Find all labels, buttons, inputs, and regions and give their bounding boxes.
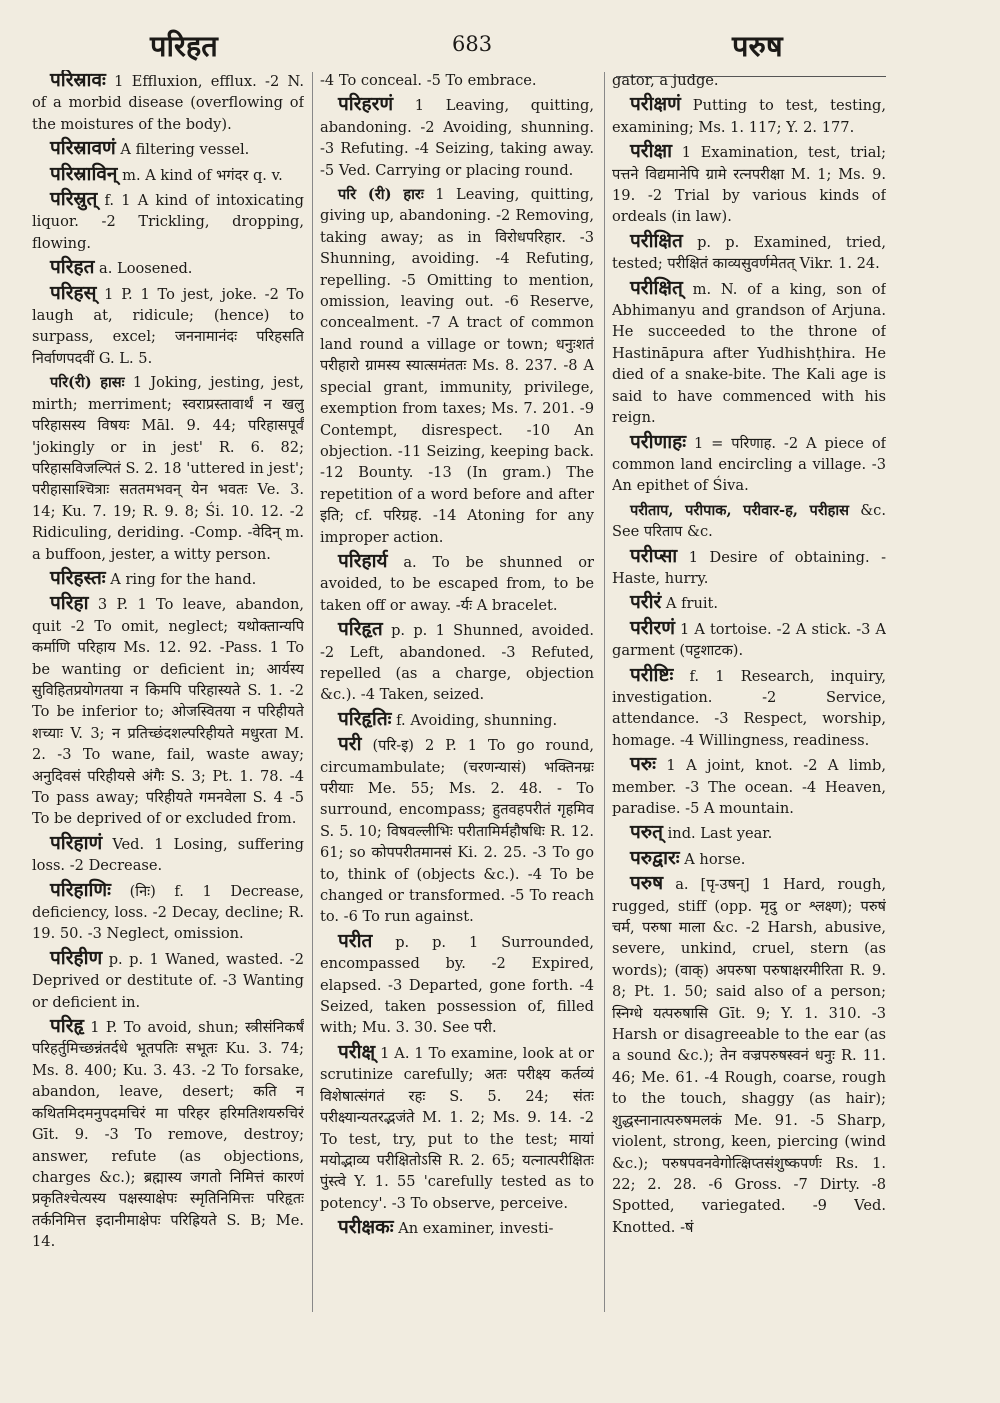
dictionary-entry (32, 1016, 304, 1252)
entry-definition: 1 Effluxion, efflux. -2 N. of a morbid disease (overflowing of the moistures of the body). (32, 73, 304, 133)
column-divider (604, 72, 605, 1312)
entry-headword: परिस्रावणं (50, 137, 116, 160)
dictionary-entry (32, 257, 304, 279)
dictionary-entry (612, 231, 886, 275)
entry-definition: Putting to test, testing, examining; Ms. 1. 117; Y. 2. 177. (612, 97, 886, 136)
entry-headword: परीक्षकः (338, 1216, 394, 1239)
entry-definition: 1 A tortoise. -2 A stick. -3 A garment (पट्टशाटक). (612, 620, 886, 660)
entry-definition: 1 A joint, knot. -2 A limb, member. -3 The ocean. -4 Heaven, paradise. -5 A mountain. (612, 757, 886, 817)
entry-headword: परिहाणिः (50, 878, 111, 901)
dictionary-entry (32, 164, 304, 186)
entry-definition: 1 Examination, test, trial; पत्तने विद्यमानेपि ग्रामे रत्नपरीक्षा M. 1; Ms. 9. 19. -2 Trial by various kinds of ordeals (in law). (612, 144, 886, 226)
entry-definition: A ring for the hand. (110, 570, 257, 588)
entry-headword: परिहत (50, 256, 95, 279)
column-3 (612, 70, 886, 1390)
entry-definition: m. N. of a king, son of Abhimanyu and grandson of Arjuna. He succeeded to the throne of Hastināpura after Yudhishṭhira. He died of a snake-bite. The Kali age is said to have commenced with his reign. (612, 280, 886, 427)
entry-headword: परुत् (630, 821, 663, 844)
dictionary-entry (612, 70, 886, 91)
dictionary-entry (612, 278, 886, 429)
entry-headword: परिहृत (338, 618, 383, 641)
entry-headword: परिहृतिः (338, 707, 392, 730)
entry-headword: परि(री) हासः (50, 374, 125, 392)
entry-definition: f. 1 A kind of intoxicating liquor. -2 Trickling, dropping, flowing. (32, 192, 304, 252)
entry-definition: f. Avoiding, shunning. (396, 711, 558, 729)
dictionary-entry (612, 592, 886, 614)
dictionary-entry (612, 848, 886, 870)
entry-headword: परीणाहः (630, 430, 687, 453)
dictionary-entry (320, 70, 594, 91)
entry-headword: परुः (630, 753, 656, 776)
entry-definition: &c. See परिताप &c. (612, 501, 886, 541)
header-left-word: परिहत (150, 29, 218, 63)
entry-headword: परी (338, 733, 362, 756)
dictionary-entry (320, 1042, 594, 1214)
entry-headword: परीक्षित् (630, 276, 683, 299)
entry-headword: परिस्रावः (50, 70, 106, 91)
dictionary-entry (320, 184, 594, 548)
entry-definition: 1 Leaving, quitting, giving up, abandoning. -2 Removing, taking away; as in विरोधपरिहार. -3 Shunning, avoiding. -4 Refuting, repelling. -5 Omitting to mention, omission, leaving out. -6 Reserve, concealment. -7 A tract of common land round a village or town; धनुःशतं परीहारो ग्रामस्य स्यात्समंततः Ms. 8. 237. -8 A special grant, immunity, privilege, exemption from taxes; Ms. 7. 201. -9 Contempt, disrespect. -10 An objection. -11 Seizing, keeping back. -12 Bounty. -13 (In gram.) The repetition of a word before and after इति; cf. परिग्रह. -14 Atoning for any improper action. (320, 186, 594, 546)
entry-definition: p. p. 1 Waned, wasted. -2 Deprived or destitute of. -3 Wanting or deficient in. (32, 950, 304, 1011)
entry-definition: 1 Desire of obtaining. - Haste, hurry. (612, 548, 886, 587)
page-header (0, 26, 1000, 70)
entry-definition: a. Loosened. (99, 260, 193, 278)
entry-definition: -4 To conceal. -5 To embrace. (320, 72, 537, 89)
entry-headword: परिहृ (50, 1015, 84, 1038)
entry-headword: परिस्रुत् (50, 188, 98, 211)
dictionary-entry (320, 551, 594, 616)
dictionary-entry (320, 619, 594, 706)
dictionary-entry (32, 568, 304, 590)
entry-headword: परिहार्य (338, 549, 388, 572)
entry-definition: Ved. 1 Losing, suffering loss. -2 Decrease. (32, 835, 304, 875)
dictionary-entry (612, 873, 886, 1238)
dictionary-entry (320, 931, 594, 1039)
dictionary-entry (320, 1217, 594, 1239)
dictionary-entry (612, 141, 886, 228)
entry-definition: 1 A. 1 To examine, look at or scrutinize carefully; अतः परीक्ष्य कर्तव्यं विशेषात्संगतं रहः S. 5. 24; संतः परीक्ष्यान्यतरद्भजंते M. 1. 2; Ms. 9. 14. -2 To test, try, put to the test; मायां मयोद्भाव्य परीक्षितोऽसि R. 2. 65; यत्नात्परीक्षितः पुंस्त्वे Y. 1. 55 'carefully tested as to potency'. -3 To observe, perceive. (320, 1044, 594, 1212)
dictionary-entry (32, 283, 304, 370)
dictionary-entry (612, 822, 886, 844)
entry-headword: परीक्षा (630, 140, 673, 163)
entry-definition: An examiner, investi- (398, 1220, 554, 1238)
dictionary-entry (612, 754, 886, 819)
dictionary-entry (612, 500, 886, 543)
entry-definition: ind. Last year. (667, 825, 773, 843)
entry-definition: 1 Joking, jesting, jest, mirth; merriment; स्वराप्रस्तावार्थं न खलु परिहासस्य विषयः Māl. 9. 44; परिहासपूर्वं 'jokingly or in jest' R. 6. 82; परिहासविजल्पितं S. 2. 18 'uttered in jest'; परीहासाश्चित्राः सततमभवन् येन भवतः Ve. 3. 14; Ku. 7. 19; R. 9. 8; Śi. 10. 12. -2 Ridiculing, deriding. -Comp. -वेदिन् m. a buffoon, jester, a witty person. (32, 374, 304, 563)
entry-definition: A horse. (684, 850, 746, 868)
dictionary-entry (32, 372, 304, 565)
entry-definition: (निः) f. 1 Decrease, deficiency, loss. -2 Decay, decline; R. 19. 50. -3 Neglect, omission. (32, 882, 304, 943)
dictionary-entry (32, 593, 304, 829)
entry-definition: p. p. 1 Surrounded, encompassed by. -2 Expired, elapsed. -3 Departed, gone forth. -4 Seized, taken possession of, filled with; Mu. 3. 30. See परी. (320, 933, 594, 1037)
entry-definition: 1 P. 1 To jest, joke. -2 To laugh at, ridicule; (hence) to surpass, excel; जननामानंदः परिहसति निर्वाणपदवीं G. L. 5. (32, 285, 304, 367)
entry-definition: A fruit. (665, 595, 719, 613)
column-1 (32, 70, 304, 1390)
dictionary-entry (32, 833, 304, 877)
entry-definition: a. To be shunned or avoided, to be escaped from, to be taken off or away. -र्यः A bracelet. (320, 553, 594, 614)
entry-definition: 1 Leaving, quitting, abandoning. -2 Avoiding, shunning. -3 Refuting. -4 Seizing, taking away. -5 Ved. Carrying or placing round. (320, 97, 594, 179)
dictionary-entry (612, 665, 886, 752)
entry-headword: परीरणं (630, 616, 675, 639)
entry-headword: परीक्षित (630, 229, 683, 252)
entry-definition: 1 P. To avoid, shun; स्त्रीसंनिकर्षं परिहर्तुमिच्छन्नंतर्दधे भूतपतिः सभूतः Ku. 3. 74; Ms. 8. 400; Ku. 3. 43. -2 To forsake, abandon, leave, desert; कति न कथितमिदमनुपदमचिरं मा परिहर हरिमतिशयरुचिरं Gīt. 9. -3 To remove, destroy; answer, refute (as objections, charges &c.); ब्रह्मास्य जगतो निमित्तं कारणं प्रकृतिश्चेत्यस्य पक्षस्याक्षेपः स्मृतिनिमित्तः परिहृतः तर्कनिमित्त इदानीमाक्षेपः परिह्रियते S. B; Me. 14. (32, 1019, 304, 1251)
dictionary-entry (32, 189, 304, 254)
entry-headword: परिहरणं (338, 93, 394, 116)
dictionary-entry (612, 546, 886, 590)
dictionary-entry (320, 734, 594, 928)
entry-headword: परिहस् (50, 281, 97, 304)
dictionary-entry (612, 94, 886, 138)
entry-headword: परीक्षणं (630, 93, 681, 116)
entry-headword: परीष्टिः (630, 663, 674, 686)
dictionary-entry (32, 70, 304, 135)
entry-headword: परिहा (50, 592, 89, 615)
entry-headword: परीक्ष् (338, 1040, 376, 1063)
dictionary-entry (612, 618, 886, 662)
entry-headword: परीत (338, 929, 373, 952)
dictionary-entry (320, 709, 594, 731)
column-2 (320, 70, 594, 1390)
entry-headword: परिहीण (50, 946, 103, 969)
entry-headword: परिहाणं (50, 831, 103, 854)
entry-definition: m. A kind of भगंदर q. v. (122, 166, 283, 184)
dictionary-entry (32, 880, 304, 945)
entry-definition: gator, a judge. (612, 72, 719, 89)
entry-headword: परिहस्तः (50, 566, 106, 589)
entry-definition: 3 P. 1 To leave, abandon, quit -2 To omit, neglect; यथोक्तान्यपि कर्माणि परिहाय Ms. 12. 92. -Pass. 1 To be wanting or deficient in; आर्यस्य सुविहितप्रयोगतया न किमपि परिहास्यते S. 1. -2 To be inferior to; ओजस्वितया न परिहीयते शच्याः V. 3; न प्रतिच्छंदशल्परिहीयते मधुरता M. 2. -3 To wane, fail, waste away; अनुदिवसं परिहीयसे अंगैः S. 3; Pt. 1. 78. -4 To pass away; परिहीयते गमनवेला S. 4 -5 To be deprived of or excluded from. (32, 596, 304, 828)
column-divider (312, 72, 313, 1312)
dictionary-entry (612, 432, 886, 497)
entry-headword: परिस्राविन् (50, 162, 118, 185)
page-number: 683 (452, 32, 493, 56)
entry-headword: परीरं (630, 591, 662, 614)
entry-headword: परीप्सा (630, 544, 678, 567)
dictionary-entry (320, 94, 594, 181)
entry-definition: A filtering vessel. (120, 141, 250, 159)
entry-headword: परुष (630, 872, 664, 895)
entry-headword: परि (री) हारः (338, 186, 424, 204)
entry-definition: (परि-इ) 2 P. 1 To go round, circumambulate; (चरणन्यासं) भक्तिनम्रः परीयाः Me. 55; Ms. 2. 48. - To surround, encompass; हुतवहपरीतं गृहमिव S. 5. 10; विषवल्लीभिः परीतामिर्महौषधिः R. 12. 61; so कोपपरीतमानसं Ki. 2. 25. -3 To go to, think of (objects &c.). -4 To be changed or transformed. -5 To reach to. -6 To run against. (320, 737, 594, 926)
dictionary-entry (32, 948, 304, 1013)
header-right-word: परुष (732, 29, 783, 63)
entry-headword: परीताप, परीपाक, परीवार-ह, परीहास (630, 501, 849, 519)
entry-definition: 1 = परिणाह. -2 A piece of common land encircling a village. -3 An epithet of Śiva. (612, 434, 886, 495)
dictionary-entry (32, 138, 304, 160)
entry-headword: परुद्वारः (630, 846, 680, 869)
entry-definition: a. [पृ-उषन्] 1 Hard, rough, rugged, stiff (opp. मृदु or श्लक्ष्ण); परुषं चर्म, परुषा माला &c. -2 Harsh, abusive, severe, unkind, cruel, stern (as words); (वाक्) अपरुषा परुषाक्षरमीरिता R. 9. 8; Pt. 1. 50; said also of a person; स्निग्धे यत्परुषासि Gīt. 9; Y. 1. 310. -3 Harsh or disagreeable to the ear (as a sound &c.); तेन वज्रपरुषस्वनं धनुः R. 11. 46; Me. 61. -4 Rough, coarse, rough to the touch, shaggy (as hair); शुद्धस्नानात्परुषमलकं Me. 91. -5 Sharp, violent, strong, keen, piercing (wind &c.); परुषपवनवेगोत्क्षिप्तसंशुष्कपर्णः Rs. 1. 22; 2. 28. -6 Gross. -7 Dirty. -8 Spotted, variegated. -9 Ved. Knotted. -षं (612, 876, 886, 1236)
entry-definition: p. p. 1 Shunned, avoided. -2 Left, abandoned. -3 Refuted, repelled (as a charge, objection &c.). -4 Taken, seized. (320, 622, 594, 704)
entry-definition: p. p. Examined, tried, tested; परीक्षितं काव्यसुवर्णमेतत् Vikr. 1. 24. (612, 233, 886, 273)
entry-definition: f. 1 Research, inquiry, investigation. -2 Service, attendance. -3 Respect, worship, homage. -4 Willingness, readiness. (612, 667, 886, 749)
